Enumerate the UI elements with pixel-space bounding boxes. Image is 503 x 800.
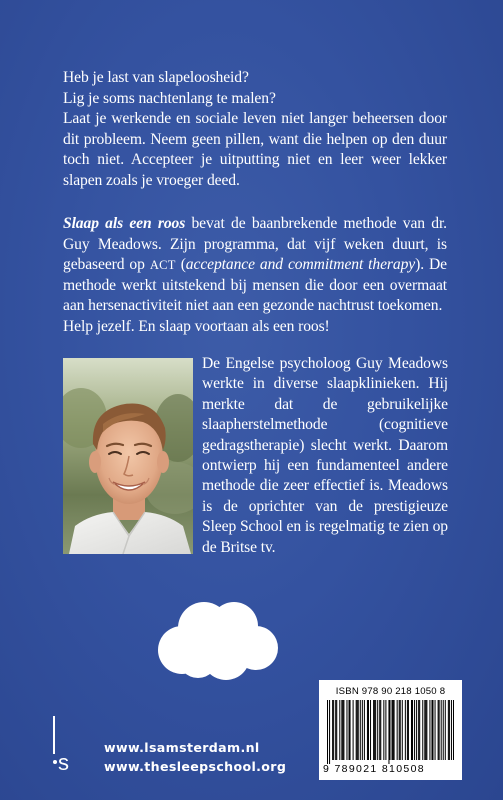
intro-question-1: Heb je last van slapeloosheid? — [63, 69, 249, 86]
intro-question-2: Lig je soms nachtenlang te malen? — [63, 89, 276, 107]
isbn-label: ISBN 978 90 218 1050 8 — [335, 686, 446, 697]
publisher-url[interactable]: www.lsamsterdam.nl — [104, 740, 260, 755]
act-full-name: acceptance and commitment therapy — [185, 256, 416, 273]
barcode-box — [319, 680, 462, 780]
author-bio — [202, 354, 448, 558]
intro-paragraph: Laat je werkende en sociale leven niet langer beheersen door dit probleem. Neem geen pillen, want die helpen op den duur toch niet. Accepteer je uitputting niet en leer weer lekker slapen zoals je vroeger deed. — [63, 110, 447, 189]
logo-letter: s — [58, 750, 69, 775]
description-part-2: ( — [175, 256, 186, 273]
book-title: Slaap als een roos — [63, 215, 186, 232]
description-part-3: ). De methode werkt uitstekend bij mensen die door een overmaat aan hersenactiviteit niet aan een gezonde nachtrust toekomen. — [63, 256, 447, 314]
cloud-icon — [152, 598, 282, 682]
description-part-1: bevat de baanbrekende methode van dr. Guy Meadows. Zijn programma, dat vijf weken duurt, is gebaseerd op — [63, 215, 447, 273]
barcode-icon — [327, 700, 454, 764]
barcode-digits: 9 789021 810508 — [323, 763, 425, 775]
sleepschool-url[interactable]: www.thesleepschool.org — [104, 759, 287, 774]
act-abbreviation: ACT — [149, 258, 176, 272]
intro-text — [63, 68, 447, 191]
logo-dot — [53, 760, 57, 764]
description-text — [63, 214, 447, 337]
author-bio-paragraph: De Engelse psycholoog Guy Meadows werkte in diverse slaapklinieken. Hij merkte dat de gebruikelijke slaapherstelmethode (cognitieve gedragstherapie) slecht werkt. Daarom ontwierp hij een fundamenteel andere methode die zeer effectief is. Meadows is de oprichter van de prestigieuze Sleep School en is regelmatig te zien op de Britse tv. — [202, 355, 448, 556]
logo-bar — [53, 716, 55, 754]
publisher-logo — [45, 716, 75, 778]
author-photo — [63, 358, 193, 554]
description-paragraph — [63, 214, 447, 317]
description-closing: Help jezelf. En slaap voortaan als een roos! — [63, 317, 330, 335]
